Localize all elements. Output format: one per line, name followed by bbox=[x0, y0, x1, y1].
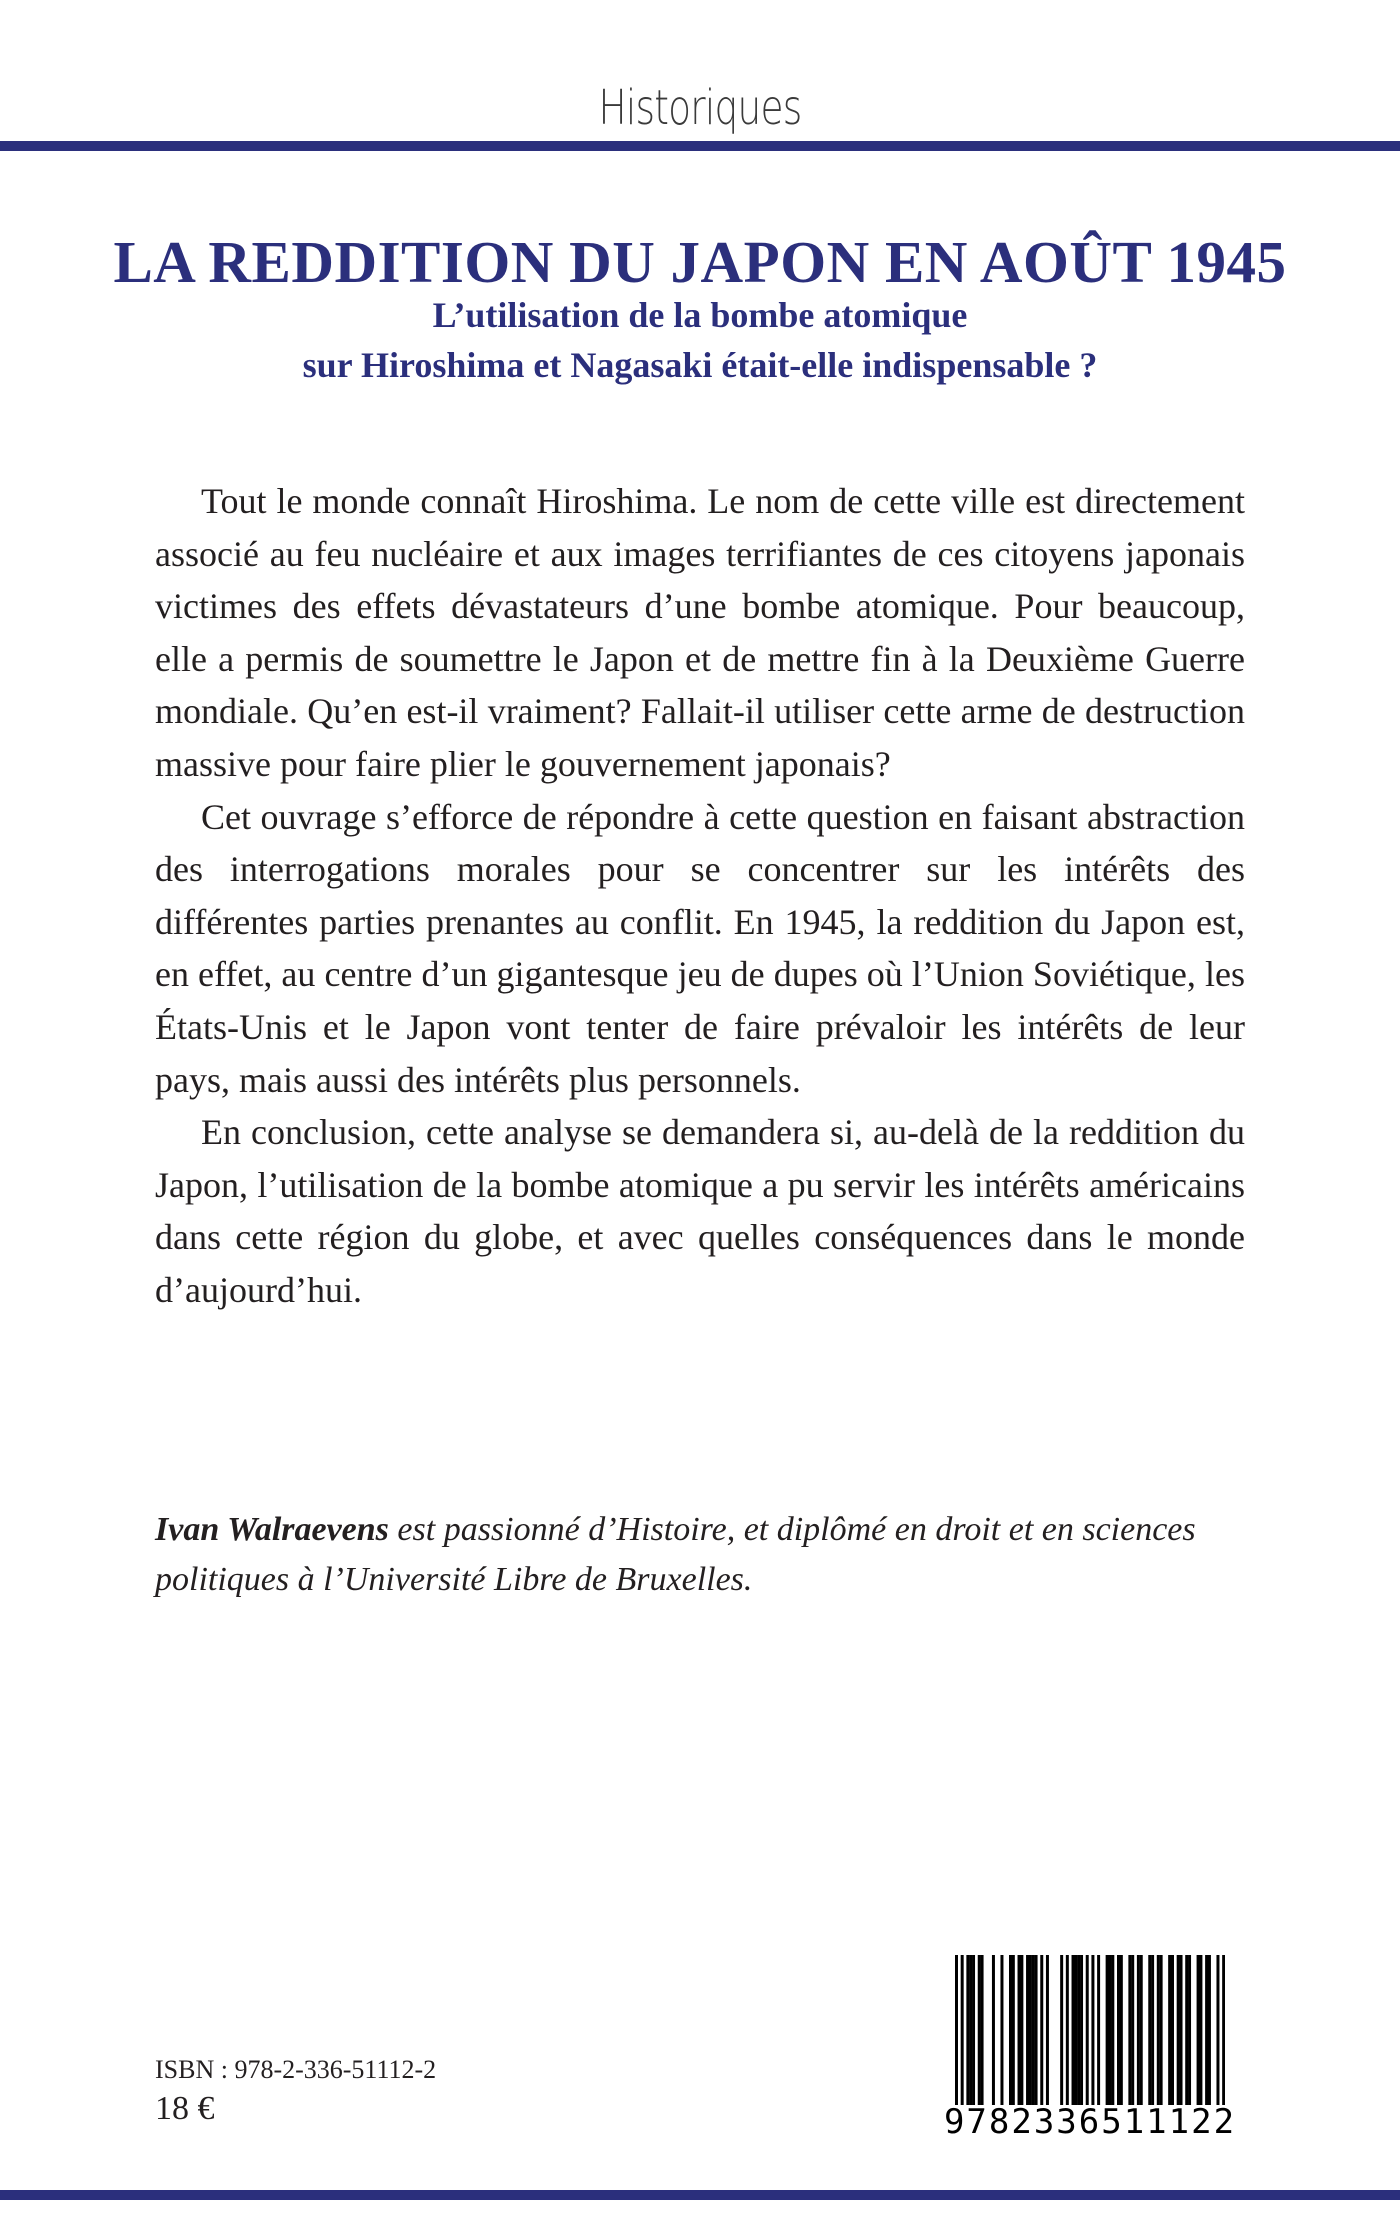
barcode bbox=[940, 1955, 1240, 2145]
barcode-bar bbox=[1120, 1955, 1123, 2105]
barcode-bar bbox=[1177, 1955, 1180, 2105]
barcode-bar bbox=[1216, 1955, 1219, 2105]
barcode-bar bbox=[1032, 1955, 1035, 2105]
barcode-bar bbox=[1205, 1955, 1208, 2105]
barcode-bar bbox=[1171, 1955, 1174, 2105]
subtitle-line-1: L’utilisation de la bombe atomique bbox=[432, 295, 968, 335]
barcode-bar bbox=[1074, 1955, 1077, 2105]
barcode-bar bbox=[1026, 1955, 1029, 2105]
barcode-bar bbox=[1222, 1955, 1225, 2105]
barcode-bar bbox=[1018, 1955, 1021, 2105]
barcode-bar bbox=[1000, 1955, 1003, 2105]
author-name: Ivan Walraevens bbox=[155, 1511, 389, 1548]
book-subtitle bbox=[0, 290, 1400, 390]
author-bio bbox=[155, 1505, 1245, 1605]
barcode-bar bbox=[1029, 1955, 1032, 2105]
barcode-bar bbox=[1012, 1955, 1015, 2105]
barcode-bar bbox=[1072, 1955, 1075, 2105]
barcode-bar bbox=[1106, 1955, 1109, 2105]
barcode-bar bbox=[1108, 1955, 1111, 2105]
barcode-bar bbox=[1185, 1955, 1188, 2105]
barcode-bar bbox=[981, 1955, 984, 2105]
barcode-bar bbox=[1168, 1955, 1171, 2105]
barcode-bar bbox=[1066, 1955, 1069, 2105]
author-bio-text: est passionné d’Histoire, et diplômé en droit et en sciences politiques à l’Université Libre de Bruxelles. bbox=[155, 1511, 1196, 1598]
blurb-paragraph: Tout le monde connaît Hiroshima. Le nom de cette ville est directement associé au feu nucléaire et aux images terrifiantes de ces citoyens japonais victimes des effets dévastateurs d’une bombe atomique. Pour beaucoup, elle a permis de soumettre le Japon et de mettre fin à la Deuxième Guerre mondiale. Qu’en est-il vraiment? Fallait-il utiliser cette arme de destruction massive pour faire plier le gouvernement japonais? bbox=[155, 481, 1245, 784]
barcode-bar bbox=[972, 1955, 975, 2105]
series-name: Historiques bbox=[598, 80, 802, 136]
barcode-bar bbox=[1111, 1955, 1114, 2105]
barcode-bar bbox=[1040, 1955, 1043, 2105]
barcode-bar bbox=[1009, 1955, 1012, 2105]
barcode-bars bbox=[955, 1955, 1225, 2105]
barcode-bar bbox=[955, 1955, 958, 2105]
barcode-bar bbox=[1148, 1955, 1151, 2105]
barcode-bar bbox=[1199, 1955, 1202, 2105]
barcode-bar bbox=[1091, 1955, 1094, 2105]
barcode-bar bbox=[1060, 1955, 1063, 2105]
barcode-bar bbox=[1157, 1955, 1160, 2105]
barcode-bar bbox=[1086, 1955, 1089, 2105]
book-title: LA REDDITION DU JAPON EN AOÛT 1945 bbox=[113, 229, 1287, 295]
barcode-bar bbox=[1128, 1955, 1131, 2105]
barcode-bar bbox=[1188, 1955, 1191, 2105]
barcode-bar bbox=[966, 1955, 969, 2105]
barcode-bar bbox=[1035, 1955, 1038, 2105]
barcode-bar bbox=[969, 1955, 972, 2105]
subtitle-line-2: sur Hiroshima et Nagasaki était-elle indispensable ? bbox=[302, 345, 1098, 385]
barcode-bar bbox=[1077, 1955, 1080, 2105]
blurb-paragraph: Cet ouvrage s’efforce de répondre à cette question en faisant abstraction des interrogations morales pour se concentrer sur les intérêts des différentes parties prenantes au conflit. En 1945, la reddition du Japon est, en effet, au centre d’un gigantesque jeu de dupes où l’Union Soviétique, les États-Unis et le Japon vont tenter de faire prévaloir les intérêts de leur pays, mais aussi des intérêts plus personnels. bbox=[155, 796, 1245, 1100]
barcode-bar bbox=[1080, 1955, 1083, 2105]
barcode-bar bbox=[961, 1955, 964, 2105]
barcode-bar bbox=[1160, 1955, 1163, 2105]
blurb bbox=[155, 475, 1245, 1317]
barcode-bar bbox=[1197, 1955, 1200, 2105]
top-rule bbox=[0, 141, 1400, 151]
barcode-bar bbox=[992, 1955, 995, 2105]
barcode-bar bbox=[1117, 1955, 1120, 2105]
barcode-bar bbox=[1046, 1955, 1049, 2105]
barcode-bar bbox=[1131, 1955, 1134, 2105]
barcode-bar bbox=[1020, 1955, 1023, 2105]
barcode-bar bbox=[1140, 1955, 1143, 2105]
bottom-rule bbox=[0, 2190, 1400, 2200]
barcode-number: 9782336511122 bbox=[943, 2102, 1237, 2142]
blurb-paragraph: En conclusion, cette analyse se demandera si, au-delà de la reddition du Japon, l’utilisation de la bombe atomique a pu servir les intérêts américains dans cette région du globe, et avec quelles conséquences dans le monde d’aujourd’hui. bbox=[155, 1112, 1245, 1310]
barcode-bar bbox=[1151, 1955, 1154, 2105]
barcode-bar bbox=[1180, 1955, 1183, 2105]
barcode-bar bbox=[978, 1955, 981, 2105]
barcode-bar bbox=[1208, 1955, 1211, 2105]
barcode-bar bbox=[1137, 1955, 1140, 2105]
barcode-bar bbox=[1097, 1955, 1100, 2105]
price: 18 € bbox=[155, 2090, 215, 2127]
isbn: ISBN : 978-2-336-51112-2 bbox=[155, 2055, 437, 2084]
